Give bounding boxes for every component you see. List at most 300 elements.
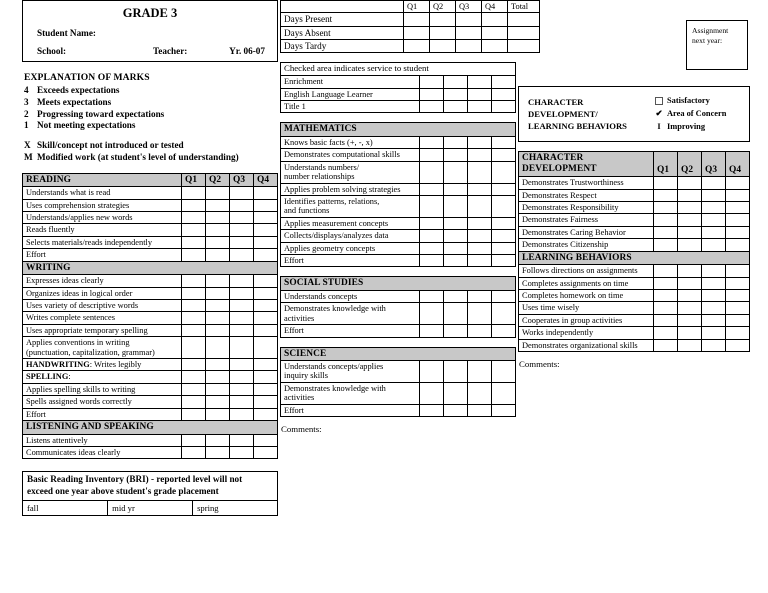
- grade-cell-q1[interactable]: [419, 161, 443, 183]
- patterns-line-2: and functions: [284, 206, 330, 216]
- grade-cell-q1[interactable]: [182, 358, 206, 370]
- q3-header: Q3: [702, 152, 726, 177]
- grade-cell-q3[interactable]: [230, 408, 254, 420]
- grade-cell-q2[interactable]: [206, 299, 230, 311]
- mark-cell-q1[interactable]: [654, 314, 678, 326]
- grade-cell-q1[interactable]: [419, 382, 443, 404]
- table-row: [281, 183, 516, 195]
- explanation-of-marks: [22, 72, 278, 164]
- grade-cell-q4[interactable]: [491, 303, 515, 325]
- mark-cell-q2[interactable]: [678, 239, 702, 251]
- attendance-cell-q3[interactable]: [456, 26, 482, 39]
- grade-cell-q1[interactable]: [182, 446, 206, 458]
- grade-cell-q3[interactable]: [230, 199, 254, 211]
- grade-cell-q3[interactable]: [230, 446, 254, 458]
- row-label: Demonstrates Respect: [519, 189, 654, 201]
- mark-cell-q1[interactable]: [654, 239, 678, 251]
- mark-cell-q2[interactable]: [678, 302, 702, 314]
- grade-cell-q2[interactable]: [206, 249, 230, 261]
- mark-cell-q2[interactable]: [678, 289, 702, 301]
- numbers-line-1: Understands numbers/: [284, 162, 360, 172]
- row-label: Uses appropriate temporary spelling: [23, 324, 182, 336]
- grade-cell-q2[interactable]: [443, 404, 467, 416]
- mark-cell-q3[interactable]: [702, 239, 726, 251]
- grade-cell-q3[interactable]: [467, 303, 491, 325]
- mark-cell-q3[interactable]: [702, 289, 726, 301]
- q1-header: Q1: [654, 152, 678, 177]
- grade-cell-q2[interactable]: [443, 217, 467, 229]
- grade-cell-q4[interactable]: [254, 312, 278, 324]
- mark-cell-q4[interactable]: [726, 289, 750, 301]
- grade-cell-q2[interactable]: [443, 254, 467, 266]
- grade-cell-q3[interactable]: [230, 187, 254, 199]
- grade-cell-q2[interactable]: [443, 325, 467, 337]
- character-legend-title-line-3: LEARNING BEHAVIORS: [528, 121, 627, 132]
- grade-cell-q2[interactable]: [443, 230, 467, 242]
- mark-cell-q4[interactable]: [726, 226, 750, 238]
- grade-cell-q4[interactable]: [491, 149, 515, 161]
- section-header-mathematics: [281, 123, 516, 137]
- grade-cell-q2[interactable]: [443, 195, 467, 217]
- mark-cell-q4[interactable]: [726, 189, 750, 201]
- row-label: Days Present: [281, 13, 404, 26]
- mark-cell-q1[interactable]: [654, 202, 678, 214]
- mark-key: 1: [24, 120, 29, 131]
- mark-cell-q2[interactable]: [678, 277, 702, 289]
- grade-cell-q3[interactable]: [467, 136, 491, 148]
- language-arts-table: [22, 173, 278, 460]
- attendance-header-row: [281, 1, 540, 13]
- grade-cell-q4[interactable]: [491, 217, 515, 229]
- knowledge-line-1: Demonstrates knowledge with: [284, 383, 386, 393]
- grade-cell-q1[interactable]: [419, 290, 443, 302]
- q3-header: Q3: [230, 173, 254, 187]
- mark-cell-q4[interactable]: [726, 302, 750, 314]
- attendance-cell-q1[interactable]: [404, 40, 430, 53]
- grade-cell-q4[interactable]: [254, 358, 278, 370]
- grade-cell-q4[interactable]: [491, 382, 515, 404]
- grade-cell-q3[interactable]: [467, 183, 491, 195]
- grade-cell-q1[interactable]: [182, 236, 206, 248]
- legend-label: Area of Concern: [667, 108, 727, 118]
- bri-title-row: [23, 472, 278, 501]
- grade-cell-q3[interactable]: [230, 324, 254, 336]
- grade-cell-q4[interactable]: [254, 224, 278, 236]
- bri-term-midyr[interactable]: mid yr: [108, 501, 193, 516]
- grade-cell-q1[interactable]: [182, 187, 206, 199]
- row-label: Effort: [281, 325, 420, 337]
- mark-cell-q1[interactable]: [654, 177, 678, 189]
- mark-cell-q2[interactable]: [678, 214, 702, 226]
- grade-cell-q1[interactable]: [182, 371, 206, 383]
- row-label: Understands what is read: [23, 187, 182, 199]
- handwriting-detail: : Writes legibly: [89, 359, 142, 369]
- grade-cell-q1[interactable]: [419, 303, 443, 325]
- grade-cell-q3[interactable]: [230, 249, 254, 261]
- legend-label: Satisfactory: [667, 96, 710, 105]
- grade-cell-q4[interactable]: [491, 361, 515, 383]
- social-studies-wrap: [280, 276, 516, 337]
- improving-letter-icon: I: [657, 121, 661, 131]
- grade-cell-q2[interactable]: [443, 136, 467, 148]
- table-row: [23, 396, 278, 408]
- mark-cell-q3[interactable]: [702, 327, 726, 339]
- row-label: Applies geometry concepts: [281, 242, 420, 254]
- grade-cell-q3[interactable]: [230, 299, 254, 311]
- table-row: [23, 434, 278, 446]
- grade-cell-q1[interactable]: [182, 408, 206, 420]
- grade-cell-q4[interactable]: [254, 324, 278, 336]
- grade-cell-q2[interactable]: [206, 371, 230, 383]
- grade-cell-q4[interactable]: [491, 325, 515, 337]
- empty-checkbox-icon: [651, 95, 667, 108]
- grade-cell-q1[interactable]: [419, 149, 443, 161]
- grade-cell-q2[interactable]: [206, 446, 230, 458]
- service-cell-q4[interactable]: [491, 76, 515, 88]
- services-table: [280, 62, 516, 113]
- mark-cell-q2[interactable]: [678, 226, 702, 238]
- mark-cell-q1[interactable]: [654, 277, 678, 289]
- knowledge-line-2: activities: [284, 313, 315, 323]
- language-arts-table-wrap: [22, 173, 278, 460]
- grade-cell-q1[interactable]: [182, 396, 206, 408]
- grade-cell-q4[interactable]: [491, 290, 515, 302]
- mathematics-wrap: [280, 122, 516, 267]
- mark-cell-q4[interactable]: [726, 327, 750, 339]
- grade-cell-q1[interactable]: [419, 325, 443, 337]
- service-cell-q1[interactable]: [419, 88, 443, 100]
- mark-cell-q3[interactable]: [702, 302, 726, 314]
- grade-cell-q1[interactable]: [419, 242, 443, 254]
- grade-cell-q4[interactable]: [254, 275, 278, 287]
- attendance-cell-q3[interactable]: [456, 40, 482, 53]
- mark-cell-q1[interactable]: [654, 339, 678, 351]
- grade-cell-q2[interactable]: [206, 337, 230, 359]
- table-row: [281, 88, 516, 100]
- grade-cell-q3[interactable]: [230, 383, 254, 395]
- comments-label-middle: Comments:: [281, 424, 322, 435]
- mark-cell-q2[interactable]: [678, 265, 702, 277]
- grade-cell-q4[interactable]: [491, 254, 515, 266]
- q2-header: Q2: [206, 173, 230, 187]
- mark-cell-q3[interactable]: [702, 189, 726, 201]
- grade-cell-q4[interactable]: [491, 404, 515, 416]
- grade-cell-q2[interactable]: [206, 211, 230, 223]
- row-label: Reads fluently: [23, 224, 182, 236]
- grade-cell-q3[interactable]: [230, 371, 254, 383]
- grade-cell-q2[interactable]: [206, 383, 230, 395]
- grade-cell-q2[interactable]: [206, 358, 230, 370]
- grade-cell-q3[interactable]: [230, 224, 254, 236]
- section-label: SCIENCE: [281, 347, 516, 361]
- grade-cell-q3[interactable]: [467, 290, 491, 302]
- grade-cell-q3[interactable]: [467, 230, 491, 242]
- mark-key: 4: [24, 85, 29, 95]
- grade-cell-q3[interactable]: [467, 404, 491, 416]
- grade-cell-q4[interactable]: [254, 199, 278, 211]
- bri-terms-row: [23, 501, 278, 516]
- grade-cell-q2[interactable]: [443, 149, 467, 161]
- attendance-cell-q4[interactable]: [482, 13, 508, 26]
- table-row: [519, 314, 750, 326]
- mark-cell-q1[interactable]: [654, 302, 678, 314]
- mark-item: [24, 97, 278, 109]
- grade-cell-q3[interactable]: [467, 161, 491, 183]
- grade-cell-q1[interactable]: [419, 361, 443, 383]
- attendance-cell-q2[interactable]: [430, 13, 456, 26]
- q4-header: Q4: [482, 1, 508, 13]
- grade-cell-q4[interactable]: [254, 211, 278, 223]
- grade-cell-q4[interactable]: [491, 183, 515, 195]
- grade-cell-q3[interactable]: [230, 396, 254, 408]
- mark-cell-q1[interactable]: [654, 189, 678, 201]
- service-cell-q3[interactable]: [467, 76, 491, 88]
- attendance-cell-q3[interactable]: [456, 13, 482, 26]
- mark-cell-q1[interactable]: [654, 327, 678, 339]
- table-row: [281, 40, 540, 53]
- service-cell-q3[interactable]: [467, 88, 491, 100]
- mark-cell-q4[interactable]: [726, 339, 750, 351]
- service-cell-q4[interactable]: [491, 100, 515, 112]
- grade-cell-q1[interactable]: [182, 211, 206, 223]
- grade-cell-q4[interactable]: [254, 337, 278, 359]
- student-name-row: [33, 28, 267, 39]
- teacher-label: Teacher:: [153, 46, 188, 56]
- grade-cell-q2[interactable]: [443, 161, 467, 183]
- grade-cell-q4[interactable]: [491, 136, 515, 148]
- q3-header: Q3: [456, 1, 482, 13]
- grade-cell-q1[interactable]: [182, 275, 206, 287]
- row-label: Applies problem solving strategies: [281, 183, 420, 195]
- row-label: Uses variety of descriptive words: [23, 299, 182, 311]
- grade-cell-q2[interactable]: [206, 236, 230, 248]
- grade-cell-q3[interactable]: [230, 236, 254, 248]
- grade-cell-q1[interactable]: [419, 404, 443, 416]
- grade-cell-q1[interactable]: [419, 136, 443, 148]
- comments-label-right: Comments:: [519, 359, 560, 369]
- grade-cell-q3[interactable]: [230, 434, 254, 446]
- grade-cell-q4[interactable]: [254, 187, 278, 199]
- services-header-row: [281, 63, 516, 76]
- grade-cell-q4[interactable]: [254, 434, 278, 446]
- table-row: [281, 217, 516, 229]
- mark-cell-q4[interactable]: [726, 314, 750, 326]
- attendance-cell-q2[interactable]: [430, 26, 456, 39]
- grade-cell-q4[interactable]: [254, 371, 278, 383]
- page-title: GRADE 3: [122, 6, 178, 20]
- grade-cell-q3[interactable]: [467, 242, 491, 254]
- row-label: Days Tardy: [281, 40, 404, 53]
- character-legend-items: [651, 95, 726, 133]
- table-row: [519, 202, 750, 214]
- grade-cell-q1[interactable]: [419, 183, 443, 195]
- attendance-cell-q4[interactable]: [482, 40, 508, 53]
- grade-cell-q2[interactable]: [443, 382, 467, 404]
- grade-cell-q3[interactable]: [230, 287, 254, 299]
- grade-cell-q1[interactable]: [182, 312, 206, 324]
- bri-term-fall[interactable]: fall: [23, 501, 108, 516]
- grade-cell-q4[interactable]: [254, 236, 278, 248]
- mark-cell-q3[interactable]: [702, 177, 726, 189]
- mark-cell-q2[interactable]: [678, 314, 702, 326]
- row-label: Uses time wisely: [519, 302, 654, 314]
- service-cell-q2[interactable]: [443, 100, 467, 112]
- grade-cell-q3[interactable]: [467, 361, 491, 383]
- grade-cell-q2[interactable]: [443, 290, 467, 302]
- grade-cell-q2[interactable]: [206, 224, 230, 236]
- grade-cell-q2[interactable]: [206, 187, 230, 199]
- mark-cell-q3[interactable]: [702, 339, 726, 351]
- mark-item-extra: [24, 152, 278, 164]
- total-header: Total: [508, 1, 540, 13]
- mark-text: Meets expectations: [37, 96, 112, 107]
- mark-cell-q4[interactable]: [726, 202, 750, 214]
- grade-cell-q1[interactable]: [182, 337, 206, 359]
- section-header-listening: [23, 420, 278, 434]
- mark-cell-q1[interactable]: [654, 289, 678, 301]
- table-row-conventions: [23, 337, 278, 359]
- mark-cell-q3[interactable]: [702, 214, 726, 226]
- grade-cell-q4[interactable]: [254, 396, 278, 408]
- grade-cell-q1[interactable]: [182, 249, 206, 261]
- service-cell-q4[interactable]: [491, 88, 515, 100]
- grade-cell-q3[interactable]: [230, 358, 254, 370]
- grade-cell-q3[interactable]: [467, 325, 491, 337]
- row-label: Listens attentively: [23, 434, 182, 446]
- table-row: [519, 189, 750, 201]
- mark-cell-q1[interactable]: [654, 226, 678, 238]
- grade-cell-q4[interactable]: [491, 195, 515, 217]
- service-cell-q1[interactable]: [419, 76, 443, 88]
- grade-cell-q4[interactable]: [254, 287, 278, 299]
- mark-cell-q3[interactable]: [702, 265, 726, 277]
- grade-cell-q2[interactable]: [206, 312, 230, 324]
- legend-label: Improving: [667, 121, 706, 131]
- table-row: [281, 13, 540, 26]
- grade-cell-q4[interactable]: [491, 242, 515, 254]
- grade-cell-q1[interactable]: [182, 299, 206, 311]
- section-header-science: [281, 347, 516, 361]
- table-row-effort: [23, 249, 278, 261]
- table-row: [281, 242, 516, 254]
- grade-cell-q4[interactable]: [254, 249, 278, 261]
- mark-cell-q3[interactable]: [702, 202, 726, 214]
- mark-cell-q2[interactable]: [678, 327, 702, 339]
- mark-cell-q2[interactable]: [678, 339, 702, 351]
- grade-cell-q2[interactable]: [206, 287, 230, 299]
- grade-cell-q1[interactable]: [182, 383, 206, 395]
- service-cell-q2[interactable]: [443, 76, 467, 88]
- mark-cell-q2[interactable]: [678, 202, 702, 214]
- grade-cell-q1[interactable]: [182, 199, 206, 211]
- grade-cell-q3[interactable]: [467, 254, 491, 266]
- grade-cell-q4[interactable]: [491, 230, 515, 242]
- service-cell-q3[interactable]: [467, 100, 491, 112]
- mark-cell-q2[interactable]: [678, 189, 702, 201]
- grade-cell-q2[interactable]: [443, 361, 467, 383]
- mark-cell-q4[interactable]: [726, 277, 750, 289]
- mark-cell-q4[interactable]: [726, 265, 750, 277]
- grade-cell-q1[interactable]: [419, 217, 443, 229]
- grade-cell-q1[interactable]: [182, 224, 206, 236]
- grade-cell-q2[interactable]: [206, 324, 230, 336]
- attendance-blank-cell: [281, 1, 404, 13]
- row-label: Collects/displays/analyzes data: [281, 230, 420, 242]
- bri-title-line-2: exceed one year above student's grade placement: [27, 485, 219, 496]
- bri-term-spring[interactable]: spring: [193, 501, 278, 516]
- attendance-cell-q4[interactable]: [482, 26, 508, 39]
- grade-cell-q1[interactable]: [182, 324, 206, 336]
- service-cell-q2[interactable]: [443, 88, 467, 100]
- grade-cell-q1[interactable]: [419, 195, 443, 217]
- table-row-numbers: [281, 161, 516, 183]
- attendance-cell-q1[interactable]: [404, 13, 430, 26]
- grade-cell-q4[interactable]: [254, 446, 278, 458]
- grade-cell-q2[interactable]: [206, 408, 230, 420]
- mark-cell-q4[interactable]: [726, 177, 750, 189]
- grade-cell-q4[interactable]: [254, 299, 278, 311]
- grade-cell-q3[interactable]: [230, 312, 254, 324]
- table-row: [519, 277, 750, 289]
- mark-cell-q3[interactable]: [702, 277, 726, 289]
- grade-cell-q3[interactable]: [467, 217, 491, 229]
- character-legend-title: [528, 96, 627, 133]
- row-label: Days Absent: [281, 26, 404, 39]
- mark-cell-q4[interactable]: [726, 239, 750, 251]
- grade-cell-q2[interactable]: [206, 396, 230, 408]
- table-row: [519, 339, 750, 351]
- row-label: [281, 161, 420, 183]
- row-label: Demonstrates Citizenship: [519, 239, 654, 251]
- right-column-spacer: [518, 0, 750, 86]
- attendance-cell-q1[interactable]: [404, 26, 430, 39]
- grade-cell-q2[interactable]: [443, 303, 467, 325]
- grade-cell-q2[interactable]: [206, 199, 230, 211]
- grade-cell-q3[interactable]: [467, 195, 491, 217]
- mark-cell-q3[interactable]: [702, 314, 726, 326]
- mark-cell-q3[interactable]: [702, 226, 726, 238]
- table-row: [519, 239, 750, 251]
- row-label: Understands/applies new words: [23, 211, 182, 223]
- row-label: [23, 358, 182, 370]
- mark-cell-q1[interactable]: [654, 265, 678, 277]
- mark-cell-q4[interactable]: [726, 214, 750, 226]
- grade-cell-q4[interactable]: [254, 383, 278, 395]
- grade-cell-q3[interactable]: [230, 337, 254, 359]
- grade-cell-q2[interactable]: [206, 275, 230, 287]
- table-row: [519, 327, 750, 339]
- mark-cell-q1[interactable]: [654, 214, 678, 226]
- grade-cell-q2[interactable]: [443, 183, 467, 195]
- grade-cell-q2[interactable]: [443, 242, 467, 254]
- grade-cell-q2[interactable]: [206, 434, 230, 446]
- mark-cell-q2[interactable]: [678, 177, 702, 189]
- grade-cell-q3[interactable]: [230, 275, 254, 287]
- service-cell-q1[interactable]: [419, 100, 443, 112]
- attendance-cell-q2[interactable]: [430, 40, 456, 53]
- grade-cell-q4[interactable]: [491, 161, 515, 183]
- grade-cell-q1[interactable]: [182, 434, 206, 446]
- grade-cell-q3[interactable]: [467, 149, 491, 161]
- grade-cell-q1[interactable]: [182, 287, 206, 299]
- grade-cell-q3[interactable]: [467, 382, 491, 404]
- table-row: [23, 287, 278, 299]
- section-label: SOCIAL STUDIES: [281, 277, 516, 291]
- grade-cell-q1[interactable]: [419, 230, 443, 242]
- grade-cell-q3[interactable]: [230, 211, 254, 223]
- grade-cell-q1[interactable]: [419, 254, 443, 266]
- grade-cell-q4[interactable]: [254, 408, 278, 420]
